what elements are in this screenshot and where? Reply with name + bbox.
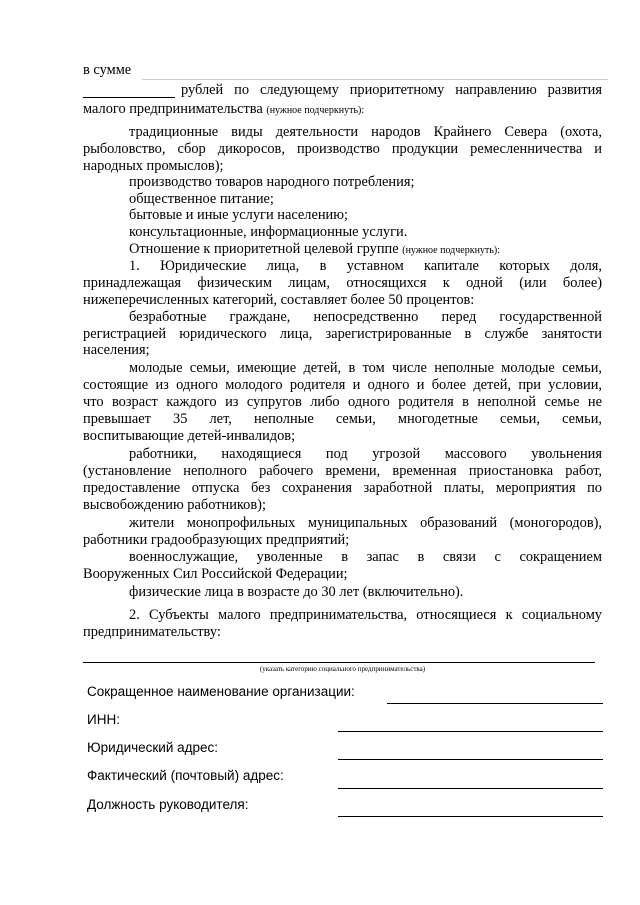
text-line: рублей по следующему приоритетному направлению развития — [181, 82, 602, 98]
text-line: превышает 35 лет, неполные семьи, многодетные семьи, семьи, — [83, 411, 602, 427]
text-line: общественное питание; — [129, 191, 274, 207]
text-line: бытовые и иные услуги населению; — [129, 207, 349, 223]
inn-field[interactable] — [338, 731, 603, 732]
text-line: предпринимательству: — [83, 624, 221, 640]
legal-address-label: Юридический адрес: — [87, 740, 219, 755]
text-line — [83, 101, 602, 119]
head-position-label: Должность руководителя: — [87, 797, 249, 812]
text-line: безработные граждане, непосредственно перед государственной — [129, 309, 602, 325]
text-line: Вооруженных Сил Российской Федерации; — [83, 566, 348, 582]
actual-address-field[interactable] — [338, 788, 603, 789]
short-name-field[interactable] — [387, 703, 603, 704]
inn-label: ИНН: — [87, 712, 120, 727]
legal-address-field[interactable] — [338, 759, 603, 760]
text-line: принадлежащая физическим лицам, относящихся к одной (или более) — [83, 275, 602, 291]
text-line: традиционные виды деятельности народов Крайнего Севера (охота, — [129, 124, 602, 140]
text-line: работники градообразующих предприятий; — [83, 532, 350, 548]
text-line: нижеперечисленных категорий, составляет более 50 процентов: — [83, 292, 475, 308]
amount-line-top — [142, 79, 608, 80]
text-line: производство товаров народного потребления; — [129, 174, 415, 190]
text-line: (установление неполного рабочего времени, временная приостановка работ, — [83, 463, 602, 479]
text-line: военнослужащие, уволенные в запас в связи с сокращением — [129, 549, 602, 565]
amount-underline — [83, 97, 175, 98]
text-span: малого предпринимательства — [83, 101, 263, 117]
text-line — [83, 62, 602, 79]
text-line: консультационные, информационные услуги. — [129, 224, 408, 240]
text-line: предоставление отпуска без сохранения заработной платы, мероприятия по — [83, 480, 602, 496]
text-line: рыболовство, сбор дикоросов, производство продукции ремесленничества и — [83, 141, 602, 157]
text-line: работники, находящиеся под угрозой массового увольнения — [129, 446, 602, 462]
text-line: молодые семьи, имеющие детей, в том числе неполные молодые семьи, — [129, 360, 602, 376]
text-line: воспитывающие детей-инвалидов; — [83, 428, 296, 444]
text-line: что возраст каждого из супругов либо одного родителя в неполной семье не — [83, 394, 602, 410]
text-line: высвобождению работников); — [83, 497, 266, 513]
text-line: населения; — [83, 342, 150, 358]
head-position-field[interactable] — [338, 816, 603, 817]
text-line: 2. Субъекты малого предпринимательства, относящиеся к социальному — [129, 607, 602, 623]
category-line[interactable] — [83, 662, 595, 663]
note-span: (нужное подчеркнуть): — [266, 105, 365, 116]
amount-label: в сумме — [83, 62, 132, 78]
text-line: состоящие из одного молодого родителя и одного и более детей, при условии, — [83, 377, 602, 393]
category-caption: (указать категорию социального предпринимательства) — [259, 665, 426, 673]
note-span: (нужное подчеркнуть): — [402, 245, 500, 256]
text-line: физические лица в возрасте до 30 лет (включительно). — [129, 584, 464, 600]
text-line: жители монопрофильных муниципальных образований (моногородов), — [129, 515, 602, 531]
text-line — [129, 241, 602, 259]
text-line: регистрацией юридического лица, зарегистрированные в службе занятости — [83, 326, 602, 342]
text-span: Отношение к приоритетной целевой группе — [129, 241, 399, 257]
text-line: народных промыслов); — [83, 158, 224, 174]
actual-address-label: Фактический (почтовый) адрес: — [87, 768, 284, 783]
short-name-label: Сокращенное наименование организации: — [87, 684, 355, 699]
text-line: 1. Юридические лица, в уставном капитале которых доля, — [129, 258, 602, 274]
